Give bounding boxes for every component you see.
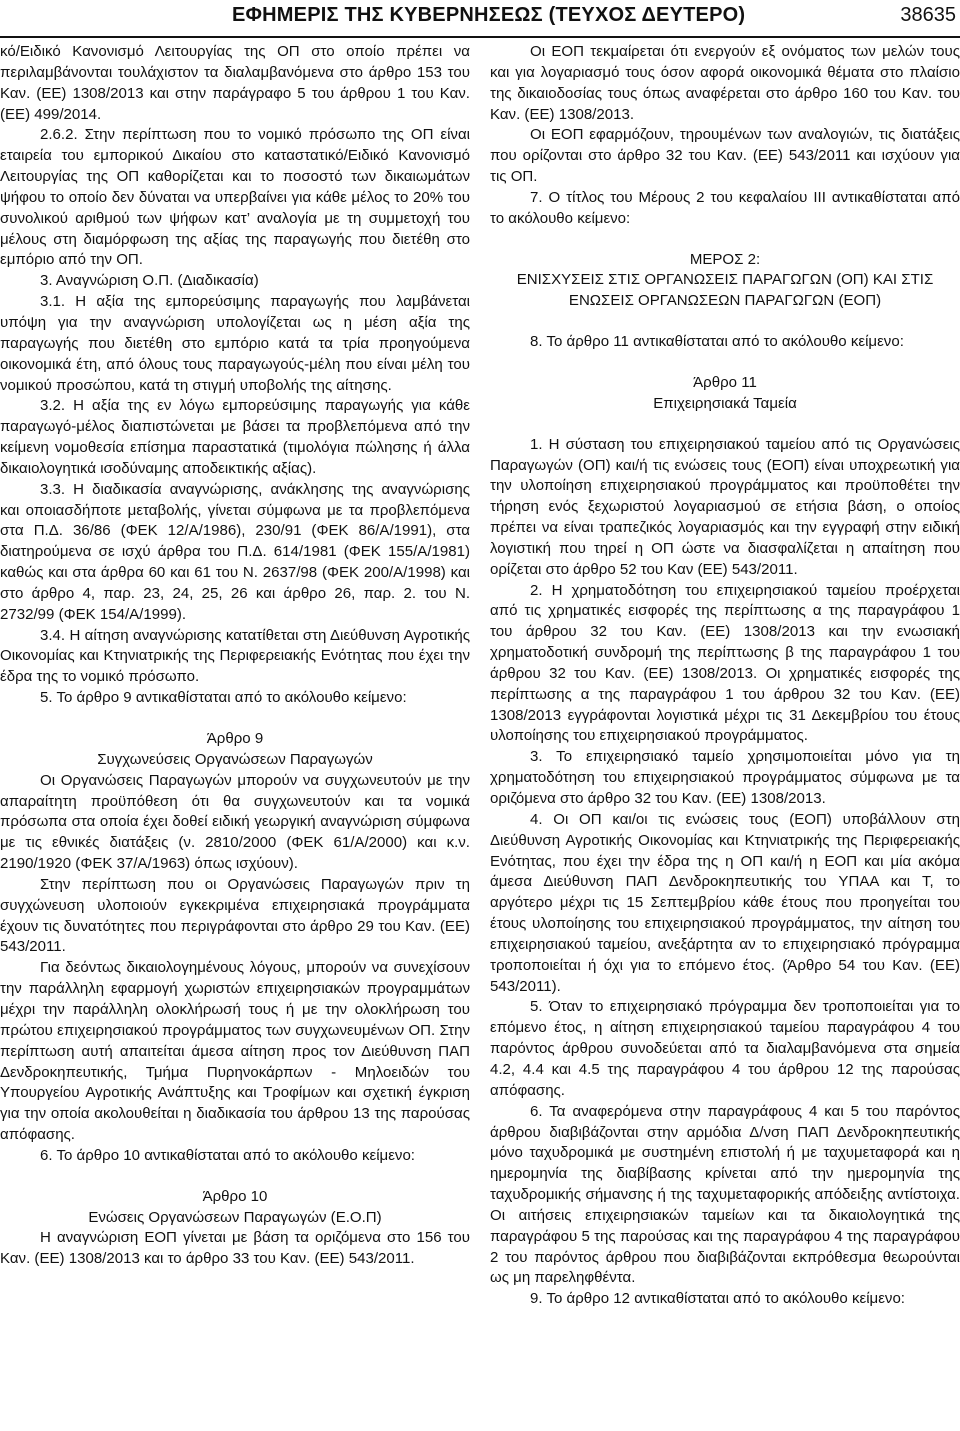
paragraph: Η αναγνώριση ΕΟΠ γίνεται με βάση τα οριζόμενα στο 156 του Καν. (ΕΕ) 1308/2013 και το άρθρο 33 του Καν. (ΕΕ) 543/2011. xyxy=(0,1229,470,1268)
paragraph: 2.6.2. Στην περίπτωση που το νομικό πρόσωπο της ΟΠ είναι εταιρεία του εμπορικού Δικαίου στο καταστατικό/Ειδικό Κανονισμό Λειτουργίας της ΟΠ καθορίζεται και το ποσοστό των δικαιωμάτων ψήφου το οποίο δεν δύναται να υπερβαίνει για κάθε μέλος το 20% του συνολικού αριθμού των ψήφων κατ’ αναλογία με τη συμμετοχή του μέλους στη διαμόρφωση της αξίας της παραγωγής που διετέθη στο εμπόριο από την ΟΠ. xyxy=(0,126,470,269)
paragraph: 3.3. Η διαδικασία αναγνώρισης, ανάκλησης της αναγνώρισης και οποιασδήποτε μεταβολής, γίνεται σύμφωνα με τα προβλεπόμενα στα Π.Δ. 36/86 (ΦΕΚ 12/Α/1986), 230/91 (ΦΕΚ 86/Α/1991), στα διατηρούμενα σε ισχύ άρθρα του Π.Δ. 614/1981 (ΦΕΚ 155/Α/1981) καθώς και στα άρθρα 60 και 61 του Ν. 2637/98 (ΦΕΚ 200/Α/1998) και στο άρθρο 4, παρ. 23, 24, 25, 26 και άρθρο 26, παρ. 2. του Ν. 2732/99 (ΦΕΚ 154/Α/1999). xyxy=(0,480,470,623)
paragraph: 5. Όταν το επιχειρησιακό πρόγραμμα δεν τροποποιείται για το επόμενο έτος, η αίτηση επιχειρησιακού ταμείου παραγράφου 4 του παρόντος άρθρου συνοδεύεται από τα διαλαμβανόμενα στα σημεία 4.2, 4.4 και 4.5 της παραγράφου 4 του άρθρου 12 της παρούσας απόφασης. xyxy=(490,998,960,1099)
paragraph: Οι ΕΟΠ εφαρμόζουν, τηρουμένων των αναλογιών, τις διατάξεις που ορίζονται στο άρθρο 32 του Καν. (ΕΕ) 543/2011 και ισχύουν για τις ΟΠ. xyxy=(490,126,960,186)
paragraph: 2. Η χρηματοδότηση του επιχειρησιακού ταμείου προέρχεται από τις χρηματικές εισφορές της περίπτωσης α της παραγράφου 1 του άρθρου 32 του Καν. (ΕΕ) 1308/2013 και την ενωσιακή χρηματοδοτική συνδρομή της περίπτωσης β της παραγράφου 1 του άρθρου 32 του Καν. (ΕΕ) 1308/2013. Οι χρηματικές εισφορές της περίπτωσης α της παραγράφου 1 του άρθρου 32 του Καν. (ΕΕ) 1308/2013 εγγράφονται λογιστικά μέχρι τις 31 Δεκεμβρίου του έτους υλοποίησης του επιχειρησιακού προγράμματος. xyxy=(490,581,960,745)
page-number: 38635 xyxy=(900,4,956,26)
header-rule xyxy=(0,36,960,38)
paragraph: Οι Οργανώσεις Παραγωγών μπορούν να συγχωνευτούν με την απαραίτητη προϋπόθεση ότι θα συγχωνευτούν και τα νομικά πρόσωπα στα οποία έχει δοθεί ειδική γεωργική αναγνώριση σύμφωνα με τις εθνικές διατάξεις (ν. 2810/2000 (ΦΕΚ 61/Α/2000) και κ.ν. 2190/1920 (ΦΕΚ 37/Α/1963) όπως ισχύουν). xyxy=(0,771,470,873)
article-number: Άρθρο 9 xyxy=(206,730,264,747)
paragraph: 3. Το επιχειρησιακό ταμείο χρησιμοποιείται μόνο για τη χρηματοδότηση του επιχειρησιακού προγράμματος σύμφωνα με τα οριζόμενα στο άρθρο 32 του Καν. (ΕΕ) 1308/2013. xyxy=(490,748,960,807)
article-number: Άρθρο 11 xyxy=(693,373,757,391)
paragraph: 7. Ο τίτλος του Μέρους 2 του κεφαλαίου ΙΙΙ αντικαθίσταται από το ακόλουθο κείμενο: xyxy=(490,188,960,227)
article-title: Ενώσεις Οργανώσεων Παραγωγών (Ε.Ο.Π) xyxy=(88,1208,382,1226)
paragraph: κό/Ειδικό Κανονισμό Λειτουργίας της ΟΠ στο οποίο πρέπει να περιλαμβάνονται τουλάχιστον τα διαλαμβανόμενα στο άρθρο 153 του Καν. (ΕΕ) 1308/2013 και στην παράγραφο 5 του άρθρου 1 του Καν.(ΕΕ) 499/2014. xyxy=(0,43,470,123)
paragraph: 3.2. Η αξία της εν λόγω εμπορεύσιμης παραγωγής για κάθε παραγωγό-μέλος διαπιστώνεται με βάσει τα προβλεπόμενα από την κείμενη νομοθεσία επίσημα παραστατικά (τιμολόγια πώλησης ή άλλα δικαιολογητικά ισοδύναμης αποδεικτικής αξίας). xyxy=(0,397,470,477)
paragraph: Για δεόντως δικαιολογημένους λόγους, μπορούν να συνεχίσουν την παράλληλη εφαρμογή χωριστών επιχειρησιακών προγραμμάτων μέχρι την παράλληλη ολοκλήρωσή τους ή με την ολοκλήρωση του πρώτου επιχειρησιακού προγράμματος των συγχωνευμένων ΟΠ. Στην περίπτωση αυτή απαιτείται άμεσα αίτηση προς τον Διεύθυνση ΠΑΠ Δενδροκηπευτικής, Τμήμα Πυρηνοκάρπων - Μηλοειδών του Υπουργείου Αγροτικής Ανάπτυξης και Τροφίμων και σχετική έγκριση για την οποία ακολουθείται η διαδικασία του άρθρου 13 της παρούσας απόφασης. xyxy=(0,959,470,1144)
part-heading: ΜΕΡΟΣ 2: xyxy=(689,250,761,268)
article-title: Συγχωνεύσεις Οργανώσεων Παραγωγών xyxy=(97,750,373,768)
section-heading: 3. Αναγνώριση Ο.Π. (Διαδικασία) xyxy=(40,272,259,290)
right-column xyxy=(490,42,960,1310)
paragraph: 6. Τα αναφερόμενα στην παραγράφους 4 και 5 του παρόντος άρθρου διαβιβάζονται στην αρμόδια Δ/νση ΠΑΠ Δενδροκηπευτικής μόνο ταχυδρομικά με συστημένη επιστολή ή με ταχυμεταφορά και η ημερομηνία της διαβίβασης κρίνεται από την ημερομηνία της ταχυδρομικής σήμανσης ή της ταχυμεταφορικής απόδειξης αντίστοιχα. Οι αιτήσεις επιχειρησιακών ταμείων και τα δικαιολογητικά της παραγράφου 5 της παρούσας και της παραγράφου 4 της παραγράφου 2 του παρόντος άρθρου που διαβιβάζονται εκπρόθεσμα θεωρούνται ως μη παρεληφθέντα. xyxy=(490,1102,960,1287)
paragraph: 4. Οι ΟΠ και/οι τις ενώσεις τους (ΕΟΠ) υποβάλλουν στη Διεύθυνση Αγροτικής Οικονομίας και Κτηνιατρικής της Περιφερειακής Ενότητας, που έχει την έδρα της η ΟΠ και/ή η ΕΟΠ και μία ακόμα άμεσα Διεύθυνση ΠΑΠ Δενδροκηπευτικής του ΥΠΑΑ και Τ, το αργότερο μέχρι τις 15 Σεπτεμβρίου κάθε έτους που προηγείται του έτους υλοποίησης του επιχειρησιακού προγράμματος, την αίτηση του επιχειρησιακού ταμείου, ανεξάρτητα αν το επιχειρησιακό πρόγραμμα τροποποιείται ή όχι για το επόμενο έτος. (Άρθρο 54 του Καν. (ΕΕ) 543/2011). xyxy=(490,810,960,995)
page-header xyxy=(0,0,960,38)
paragraph: 8. Το άρθρο 11 αντικαθίσταται από το ακόλουθο κείμενο: xyxy=(530,333,904,351)
paragraph: 5. Το άρθρο 9 αντικαθίσταται από το ακόλουθο κείμενο: xyxy=(40,689,407,707)
paragraph: 6. Το άρθρο 10 αντικαθίσταται από το ακόλουθο κείμενο: xyxy=(40,1146,415,1164)
article-number: Άρθρο 10 xyxy=(202,1187,268,1205)
paragraph: Οι ΕΟΠ τεκμαίρεται ότι ενεργούν εξ ονόματος των μελών τους και για λογαριασμό τους όσον αφορά οικονομικά θέματα στο πλαίσιο της δικαιοδοσίας τους όπως αναφέρεται στο άρθρο 160 του Καν. του Καν. (ΕΕ) 1308/2013. xyxy=(490,43,960,123)
gazette-title: ΕΦΗΜΕΡΙΣ ΤΗΣ ΚΥΒΕΡΝΗΣΕΩΣ (ΤΕΥΧΟΣ ΔΕΥΤΕΡΟ) xyxy=(232,4,746,26)
paragraph: 1. Η σύσταση του επιχειρησιακού ταμείου από τις Οργανώσεις Παραγωγών (ΟΠ) και/ή τις ενώσεις τους (ΕΟΠ) είναι υποχρεωτική για την υλοποίηση επιχειρησιακού προγράμματος και προϋποθέτει την τήρηση ενός ξεχωριστού λογαριασμού σε ετήσια βάση, ο οποίος πρέπει να είναι τραπεζικός λογαριασμός και την εγγραφή στην ειδική λογιστική που τηρεί η ΟΠ ώστε να διασφαλίζεται η απαίτηση που ορίζεται στο άρθρο 52 του Καν (ΕΕ) 543/2011. xyxy=(490,435,960,578)
paragraph: 3.4. Η αίτηση αναγνώρισης κατατίθεται στη Διεύθυνση Αγροτικής Οικονομίας και Κτηνιατρικής της Περιφερειακής Ενότητας που έχει την έδρα της το νομικό πρόσωπο. xyxy=(0,626,470,686)
part-title: ΕΝΙΣΧΥΣΕΙΣ ΣΤΙΣ ΟΡΓΑΝΩΣΕΙΣ ΠΑΡΑΓΩΓΩΝ (ΟΠ) ΚΑΙ ΣΤΙΣ ΕΝΩΣΕΙΣ ΟΡΓΑΝΩΣΕΩΝ ΠΑΡΑΓΩΓΩΝ (ΕΟΠ) xyxy=(516,271,934,310)
paragraph: 9. Το άρθρο 12 αντικαθίσταται από το ακόλουθο κείμενο: xyxy=(530,1290,905,1308)
article-title: Επιχειρησιακά Ταμεία xyxy=(653,394,797,412)
paragraph: Στην περίπτωση που οι Οργανώσεις Παραγωγών πριν τη συγχώνευση υλοποιούν εγκεκριμένα επιχειρησιακά προγράμματα έχουν τις δυνατότητες που περιγράφονται στο άρθρο 29 του Καν. (ΕΕ) 543/2011. xyxy=(0,875,470,956)
paragraph: 3.1. Η αξία της εμπορεύσιμης παραγωγής που λαμβάνεται υπόψη για την αναγνώριση υπολογίζεται ως η μέση αξία της παραγωγής που διετέθη στο εμπόριο κατά τα τρία προηγούμενα οικονομικά έτη, από όλους τους παραγωγούς-μέλη που είναι μέλη του νομικού προσώπου, κατά τη στιγμή υποβολής της αίτησης. xyxy=(0,293,470,394)
left-column xyxy=(0,42,470,1270)
